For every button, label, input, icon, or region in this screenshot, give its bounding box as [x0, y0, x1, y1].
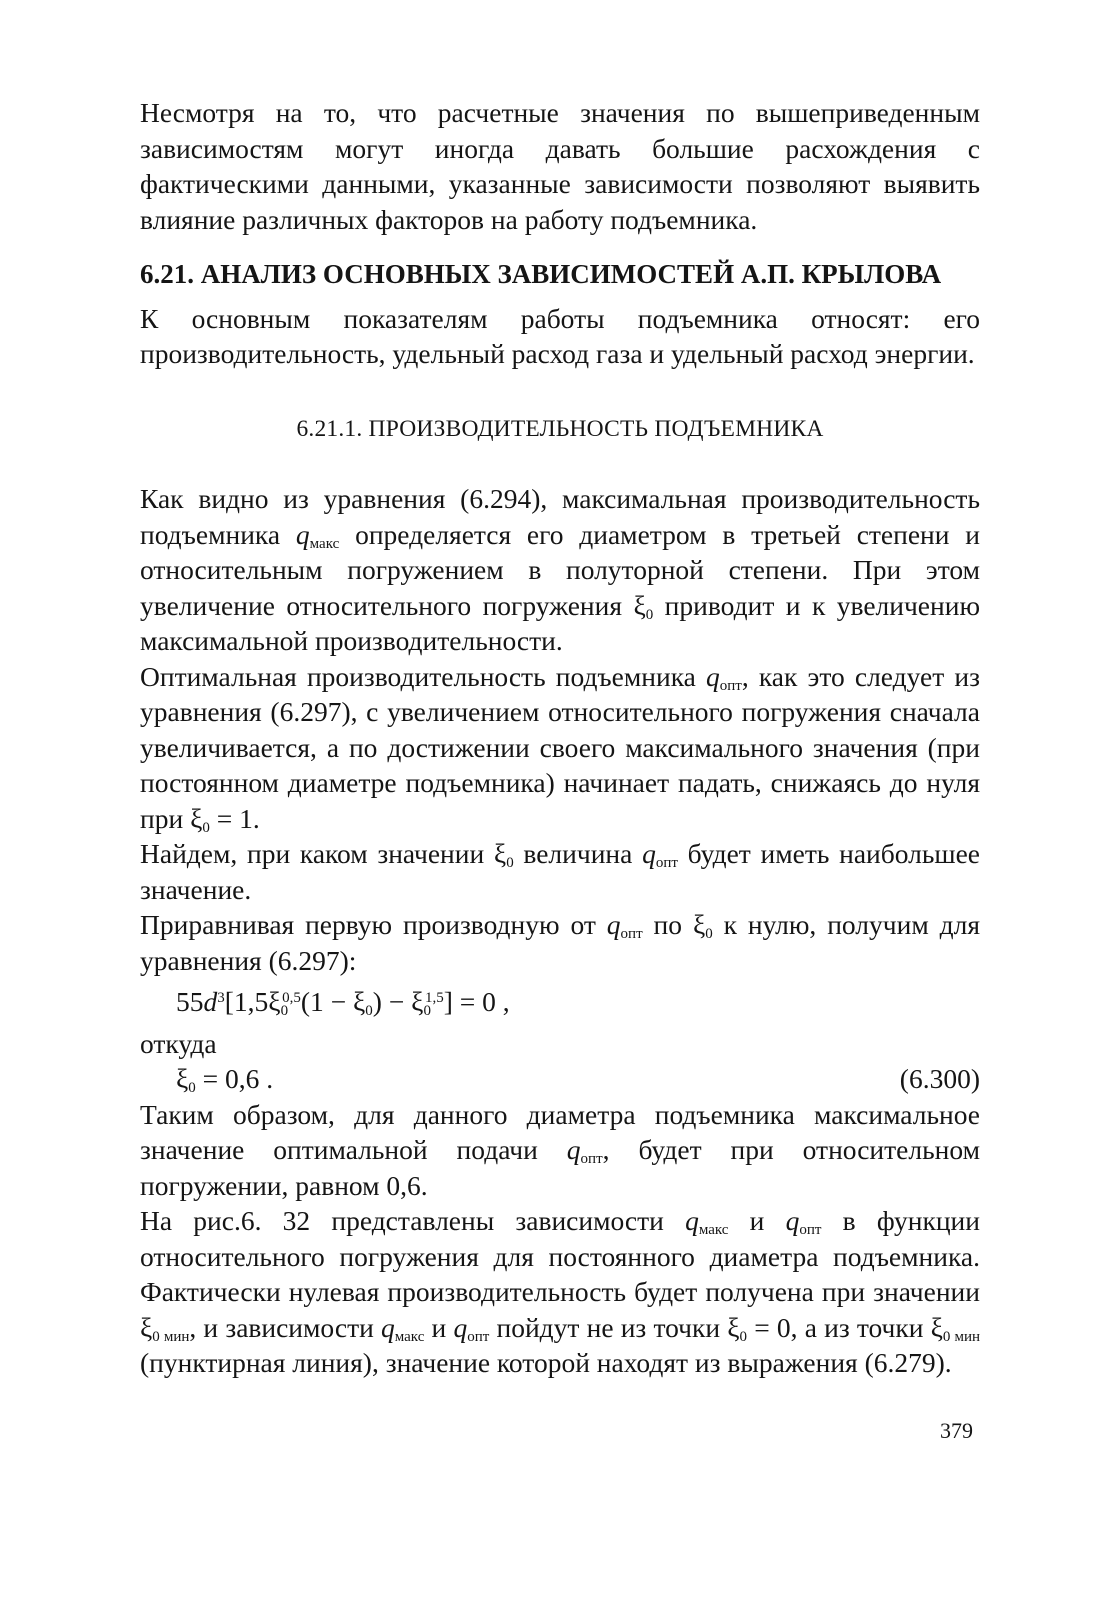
symbol-q: q — [380, 1311, 395, 1343]
paragraph-find-max — [140, 836, 980, 907]
text-run: , будет при относительном погружении, равном 0,6. — [140, 1134, 980, 1201]
text-run: и — [424, 1311, 454, 1343]
symbol-q: q — [785, 1205, 800, 1236]
text-run: по — [642, 909, 693, 940]
subscript-maks: макс — [309, 535, 340, 552]
subscript-opt: опт — [799, 1222, 822, 1238]
paragraph-indicators — [140, 301, 980, 372]
formula-derivative — [176, 984, 980, 1020]
formula-part: 0,5 — [282, 990, 301, 1006]
text-run: Таким образом, для данного диаметра подъемника максимальное значение оптимальной подачи — [140, 1098, 980, 1165]
symbol-q: q — [606, 909, 621, 940]
formula-part: d — [203, 986, 218, 1017]
symbol-xi: ξ — [352, 986, 366, 1017]
subscript-0: 0 — [645, 606, 654, 623]
symbol-xi: ξ — [930, 1311, 943, 1343]
subscript-0: 0 — [365, 1003, 373, 1019]
text-run: определяется его диаметром в третьей степени и относительным погружением в полуторной степени. При этом увеличение относительного погружения — [140, 518, 980, 621]
text-run: Как видно из уравнения (6.294), максимальная производительность подъемника — [140, 483, 980, 550]
symbol-q: q — [295, 518, 310, 550]
text-run: в функции относительного погружения для постоянного диаметра подъемника. Фактически нулевая производительность будет получена при значении — [140, 1205, 980, 1307]
paragraph-indicators-text: К основным показателям работы подъемника относят: его производительность, удельный расход газа и удельный расход энергии. — [140, 302, 980, 369]
symbol-q: q — [706, 660, 720, 692]
subscript-0-min: 0 мин — [152, 1328, 190, 1345]
subscript-0: 0 — [506, 855, 514, 871]
formula-result-expr — [176, 1061, 273, 1097]
symbol-q: q — [566, 1134, 581, 1165]
subscript-0-min: 0 мин — [942, 1328, 981, 1345]
text-run: , как это следует из уравнения (6.297), с увеличением относительного погружения сначала увеличивается, а по достижении своего максимального значения (при постоянном диаметре подъемника) начинает падать, снижаясь до нуля при — [140, 660, 980, 834]
page-body — [140, 95, 980, 1381]
symbol-xi: ξ — [633, 589, 646, 621]
subscript-0: 0 — [423, 1003, 431, 1019]
text-run: На рис.6. 32 представлены зависимости — [140, 1205, 686, 1236]
formula-part: 3 — [217, 990, 225, 1006]
subscript-maks: макс — [698, 1222, 729, 1238]
formula-part: [1,5 — [224, 986, 269, 1017]
symbol-xi: ξ — [140, 1311, 153, 1343]
subscript-0: 0 — [280, 1003, 289, 1019]
formula-part: 1,5 — [424, 990, 444, 1006]
subscript-0: 0 — [188, 1080, 196, 1096]
text-run: откуда — [140, 1027, 217, 1059]
page-number: 379 — [940, 1418, 973, 1443]
subscript-opt: опт — [655, 855, 678, 871]
text-run: к нулю, получим для уравнения (6.297): — [140, 909, 980, 976]
text-run: Найдем, при каком значении — [140, 838, 494, 869]
text-run: величина — [513, 838, 643, 869]
subscript-0: 0 — [705, 926, 713, 942]
text-run: будет иметь наибольшее значение. — [140, 838, 980, 905]
symbol-xi: ξ — [493, 838, 507, 869]
formula-part: 55 — [176, 986, 204, 1017]
subscript-0: 0 — [202, 819, 210, 836]
symbol-xi: ξ — [268, 986, 281, 1017]
subscript-opt: опт — [719, 677, 742, 694]
section-heading: 6.21. АНАЛИЗ ОСНОВНЫХ ЗАВИСИМОСТЕЙ А.П. КРЫЛОВА — [140, 259, 942, 289]
otkuda-line — [140, 1026, 980, 1062]
text-run: пойдут не из точки — [489, 1311, 728, 1343]
subscript-0: 0 — [739, 1328, 748, 1345]
subscript-maks: макс — [394, 1328, 425, 1345]
symbol-q: q — [642, 838, 656, 869]
formula-part: ) − — [372, 986, 412, 1017]
paragraph-figure-ref — [140, 1203, 980, 1381]
text-run: Приравнивая первую производную от — [140, 909, 607, 940]
subscript-opt: опт — [620, 926, 643, 942]
paragraph-max-productivity — [140, 481, 980, 659]
paragraph-conclusion — [140, 1097, 980, 1204]
text-run: , и зависимости — [189, 1311, 381, 1343]
equation-number: (6.300) — [899, 1063, 980, 1094]
subsection-heading: 6.21.1. ПРОИЗВОДИТЕЛЬНОСТЬ ПОДЪЕМНИКА — [296, 415, 824, 442]
subscript-opt: опт — [467, 1328, 490, 1345]
formula-result — [176, 1061, 980, 1097]
text-run: = 0, а из точки — [747, 1311, 931, 1343]
formula-part: = 0,6 . — [195, 1063, 274, 1094]
symbol-xi: ξ — [411, 986, 424, 1017]
paragraph-intro-text: Несмотря на то, что расчетные значения по вышеприведенным зависимостям могут иногда давать большие расхождения с фактическими данными, указанные зависимости позволяют выявить влияние различных факторов на работу подъемника. — [140, 97, 980, 235]
symbol-q: q — [685, 1205, 699, 1236]
symbol-xi: ξ — [692, 909, 706, 940]
symbol-xi: ξ — [727, 1311, 740, 1343]
symbol-xi: ξ — [190, 802, 203, 834]
text-run: (пунктирная линия), значение которой находят из выражения (6.279). — [140, 1347, 952, 1378]
symbol-q: q — [453, 1311, 468, 1343]
symbol-xi: ξ — [176, 1063, 189, 1094]
paragraph-optimal-productivity — [140, 659, 980, 837]
paragraph-derivative — [140, 907, 980, 978]
text-run: и — [728, 1205, 786, 1236]
paragraph-intro — [140, 95, 980, 237]
formula-part: ] = 0 , — [443, 986, 510, 1017]
text-run: Оптимальная производительность подъемника — [140, 660, 706, 692]
formula-part: (1 − — [300, 986, 353, 1017]
subscript-opt: опт — [580, 1151, 603, 1167]
text-run: приводит и к увеличению максимальной производительности. — [140, 589, 980, 656]
text-run: = 1. — [209, 802, 260, 834]
